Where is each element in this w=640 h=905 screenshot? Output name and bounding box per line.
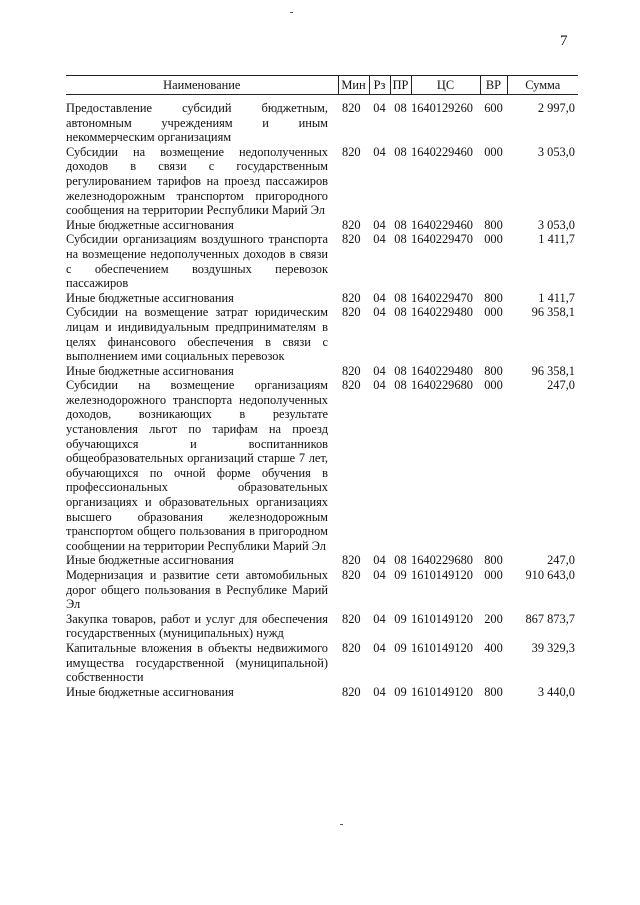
cell-sum: 1 411,7	[538, 290, 575, 305]
table-row	[66, 612, 578, 641]
table-row	[66, 568, 578, 612]
cell-name: Иные бюджетные ассигнования	[66, 553, 234, 568]
table-row	[66, 641, 578, 685]
cell-rz: 04	[373, 144, 386, 159]
table-body	[66, 95, 578, 700]
table-header-row	[66, 76, 578, 95]
cell-min: 820	[342, 363, 361, 378]
column-header-sum: Сумма	[507, 76, 578, 95]
cell-vr: 400	[484, 640, 503, 655]
cell-cs: 1640229460	[411, 144, 473, 159]
cell-min: 820	[342, 378, 361, 393]
cell-name: Иные бюджетные ассигнования	[66, 217, 234, 232]
cell-rz: 04	[373, 640, 386, 655]
cell-name: Иные бюджетные ассигнования	[66, 363, 234, 378]
cell-vr: 200	[484, 611, 503, 626]
cell-name: Капитальные вложения в объекты недвижимого имущества государственной (муниципальной) собственности	[66, 640, 328, 685]
cell-min: 820	[342, 305, 361, 320]
cell-sum: 3 440,0	[537, 684, 575, 699]
cell-name: Субсидии на возмещение затрат юридическим лицам и индивидуальным предпринимателям в целях финансового обеспечения в связи с выполнением ими социальных перевозок	[66, 305, 328, 364]
cell-rz: 04	[373, 290, 386, 305]
cell-sum: 247,0	[547, 553, 575, 568]
cell-vr: 800	[484, 290, 503, 305]
cell-cs: 1610149120	[411, 684, 473, 699]
cell-pr: 08	[394, 290, 407, 305]
column-header-vr: ВР	[480, 76, 507, 95]
cell-pr: 08	[394, 101, 407, 115]
scan-mark-bottom	[340, 824, 343, 825]
cell-vr: 000	[484, 144, 503, 159]
cell-cs: 1640229480	[411, 363, 473, 378]
cell-vr: 000	[484, 568, 503, 582]
cell-vr: 600	[484, 101, 503, 115]
cell-name: Предоставление субсидий бюджетным, автономным учреждениям и иным некоммерческим организациям	[66, 101, 328, 145]
cell-vr: 800	[484, 363, 503, 378]
cell-min: 820	[342, 101, 361, 115]
cell-cs: 1610149120	[411, 640, 473, 655]
column-header-min: Мин	[338, 76, 369, 95]
table-row	[66, 685, 578, 700]
column-header-cs: ЦС	[411, 76, 480, 95]
cell-pr: 08	[394, 305, 407, 320]
budget-table	[66, 75, 578, 699]
cell-rz: 04	[373, 232, 386, 247]
table-row	[66, 378, 578, 553]
cell-vr: 000	[484, 232, 503, 247]
cell-sum: 867 873,7	[525, 611, 575, 626]
cell-vr: 800	[484, 217, 503, 232]
cell-cs: 1640229480	[411, 305, 473, 320]
cell-min: 820	[342, 611, 361, 626]
table-row	[66, 95, 578, 145]
cell-min: 820	[342, 568, 361, 582]
cell-pr: 08	[394, 553, 407, 568]
cell-cs: 1610149120	[411, 568, 473, 582]
cell-pr: 09	[394, 684, 407, 699]
cell-vr: 000	[484, 378, 503, 393]
cell-cs: 1640229680	[411, 553, 473, 568]
cell-name: Субсидии на возмещение организациям железнодорожного транспорта недополученных доходов, возникающих в результате установления льгот по тарифам на проезд обучающихся и воспитанников общеобразовательных организаций старше 7 лет, обучающихся по очной форме обучения в профессиональных образовательных организациях и образовательных организациях высшего образования железнодорожным транспортом общего пользования в пригородном сообщении на территории Республики Марий Эл	[66, 378, 328, 553]
cell-min: 820	[342, 640, 361, 655]
cell-min: 820	[342, 553, 361, 568]
cell-pr: 09	[394, 568, 407, 582]
cell-pr: 08	[394, 232, 407, 247]
cell-cs: 1640229470	[411, 232, 473, 247]
cell-rz: 04	[373, 378, 386, 393]
cell-cs: 1640229470	[411, 290, 473, 305]
cell-rz: 04	[373, 305, 386, 320]
cell-rz: 04	[373, 363, 386, 378]
cell-sum: 96 358,1	[531, 363, 575, 378]
cell-rz: 04	[373, 553, 386, 568]
column-header-rz: Рз	[369, 76, 390, 95]
cell-min: 820	[342, 684, 361, 699]
page-number: 7	[560, 33, 568, 49]
cell-rz: 04	[373, 684, 386, 699]
cell-pr: 08	[394, 378, 407, 393]
table-row	[66, 553, 578, 568]
column-header-pr: ПР	[390, 76, 411, 95]
table-row	[66, 232, 578, 290]
cell-cs: 1640129260	[411, 101, 473, 115]
cell-pr: 09	[394, 640, 407, 655]
cell-name: Иные бюджетные ассигнования	[66, 290, 234, 305]
scan-mark-top	[290, 12, 293, 13]
cell-sum: 2 997,0	[537, 101, 575, 115]
cell-min: 820	[342, 144, 361, 159]
cell-name: Закупка товаров, работ и услуг для обеспечения государственных (муниципальных) нужд	[66, 611, 328, 641]
table-row	[66, 305, 578, 363]
table-row	[66, 218, 578, 233]
cell-name: Субсидии организациям воздушного транспорта на возмещение недополученных доходов в связи с обеспечением воздушных перевозок пассажиров	[66, 232, 328, 291]
cell-name: Иные бюджетные ассигнования	[66, 684, 234, 699]
cell-min: 820	[342, 232, 361, 247]
cell-rz: 04	[373, 217, 386, 232]
cell-pr: 09	[394, 611, 407, 626]
cell-name: Субсидии на возмещение недополученных доходов в связи с государственным регулированием тарифов на проезд пассажиров железнодорожным транспортом пригородного сообщения на территории Республики Марий Эл	[66, 144, 328, 218]
table-row	[66, 364, 578, 379]
cell-sum: 910 643,0	[525, 568, 575, 582]
cell-sum: 247,0	[547, 378, 575, 393]
cell-sum: 39 329,3	[531, 640, 575, 655]
cell-min: 820	[342, 217, 361, 232]
cell-rz: 04	[373, 568, 386, 582]
cell-vr: 000	[484, 305, 503, 320]
column-header-name: Наименование	[66, 76, 338, 95]
cell-sum: 3 053,0	[537, 144, 575, 159]
cell-cs: 1610149120	[411, 611, 473, 626]
cell-sum: 1 411,7	[538, 232, 575, 247]
cell-cs: 1640229680	[411, 378, 473, 393]
cell-pr: 08	[394, 144, 407, 159]
cell-rz: 04	[373, 101, 386, 115]
cell-vr: 800	[484, 553, 503, 568]
table-row	[66, 145, 578, 218]
cell-pr: 08	[394, 363, 407, 378]
table-row	[66, 291, 578, 306]
cell-min: 820	[342, 290, 361, 305]
cell-sum: 3 053,0	[537, 217, 575, 232]
cell-pr: 08	[394, 217, 407, 232]
cell-rz: 04	[373, 611, 386, 626]
cell-vr: 800	[484, 684, 503, 699]
cell-sum: 96 358,1	[531, 305, 575, 320]
cell-name: Модернизация и развитие сети автомобильных дорог общего пользования в Республике Марий Эл	[66, 568, 328, 612]
cell-cs: 1640229460	[411, 217, 473, 232]
